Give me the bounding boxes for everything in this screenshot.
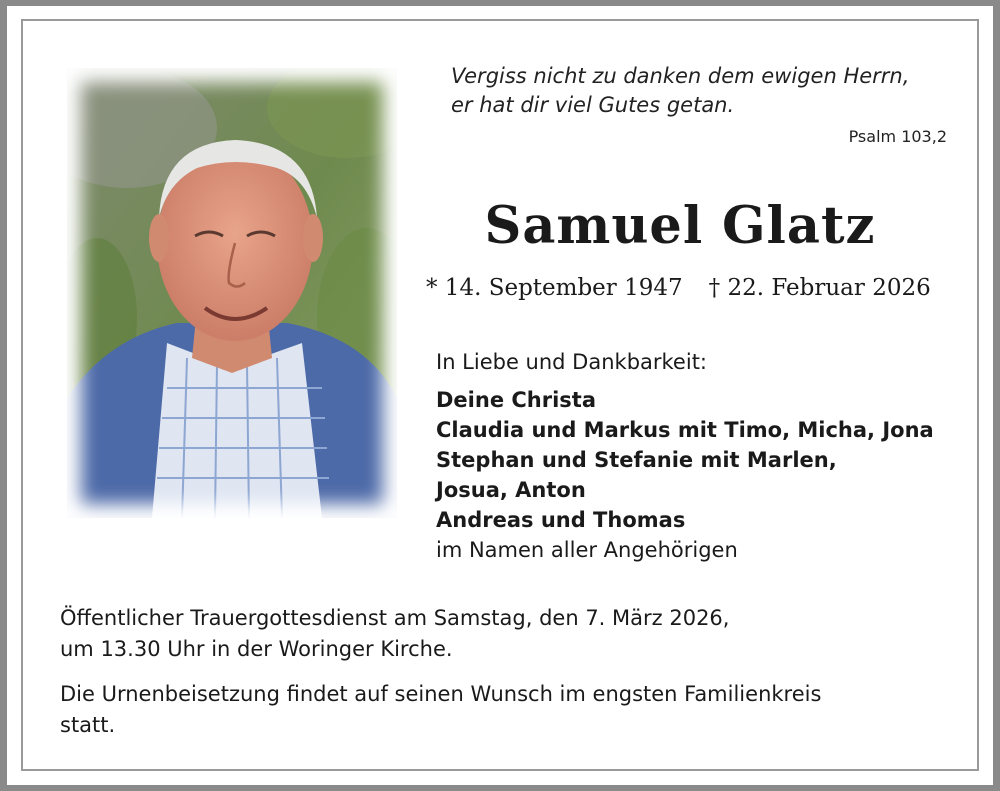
burial-line-2: statt.: [60, 713, 116, 737]
mourner-line: Andreas und Thomas: [436, 508, 686, 532]
mourners-closing: im Namen aller Angehörigen: [436, 538, 738, 562]
birth-date: * 14. September 1947: [426, 275, 683, 301]
service-line-1: Öffentlicher Trauergottesdienst am Samstag, den 7. März 2026,: [60, 606, 730, 630]
deceased-name: Samuel Glatz: [484, 196, 876, 256]
psalm-quote: [451, 62, 951, 120]
psalm-line-1: Vergiss nicht zu danken dem ewigen Herrn,: [451, 64, 910, 88]
death-date: † 22. Februar 2026: [708, 275, 931, 301]
mourner-line: Stephan und Stefanie mit Marlen,: [436, 448, 837, 472]
psalm-reference: Psalm 103,2: [848, 127, 947, 146]
mourner-line: Josua, Anton: [436, 478, 586, 502]
portrait-photo: [67, 68, 397, 518]
psalm-line-2: er hat dir viel Gutes getan.: [451, 93, 735, 117]
service-notice: [60, 603, 940, 741]
mourner-line: Claudia und Markus mit Timo, Micha, Jona: [436, 418, 934, 442]
mourner-line: Deine Christa: [436, 388, 597, 412]
mourners-intro: In Liebe und Dankbarkeit:: [436, 350, 708, 374]
life-dates: [426, 275, 946, 301]
service-line-2: um 13.30 Uhr in der Woringer Kirche.: [60, 637, 453, 661]
mourners-block: [436, 347, 956, 565]
burial-line-1: Die Urnenbeisetzung findet auf seinen Wunsch im engsten Familienkreis: [60, 682, 822, 706]
